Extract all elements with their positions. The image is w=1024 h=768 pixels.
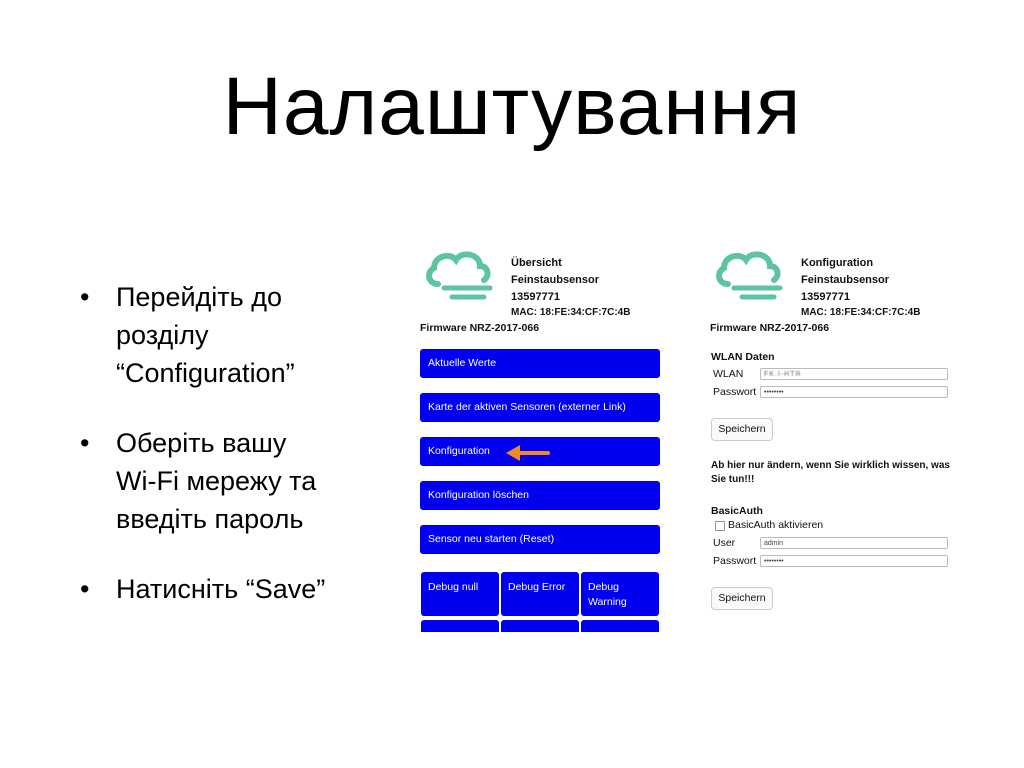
basicauth-heading: BasicAuth: [711, 505, 763, 517]
debug-null-button[interactable]: Debug null: [421, 572, 499, 616]
save-button[interactable]: Speichern: [711, 418, 773, 441]
debug-warning-button[interactable]: Debug Warning: [581, 572, 659, 616]
save-button-2[interactable]: Speichern: [711, 587, 773, 610]
warning-text: Ab hier nur ändern, wenn Sie wirklich wissen, was Sie tun!!!: [711, 460, 950, 485]
debug-button-row2[interactable]: [421, 620, 499, 632]
basicauth-checkbox-label: BasicAuth aktivieren: [728, 519, 824, 531]
wlan-input[interactable]: FK.I-HTR: [760, 368, 948, 380]
sensor-map-button[interactable]: Karte der aktiven Sensoren (externer Link): [420, 393, 660, 422]
password-input[interactable]: ••••••••: [760, 386, 948, 398]
overview-screenshot: [418, 240, 666, 632]
configuration-button[interactable]: Konfiguration: [420, 437, 660, 466]
user-label: User: [713, 537, 736, 549]
delete-configuration-button[interactable]: Konfiguration löschen: [420, 481, 660, 510]
debug-button-row2[interactable]: [501, 620, 579, 632]
configuration-screenshot: [708, 240, 958, 620]
password2-input[interactable]: ••••••••: [760, 555, 948, 567]
wlan-heading: WLAN Daten: [711, 351, 775, 363]
debug-button-row2[interactable]: [581, 620, 659, 632]
user-input[interactable]: admin: [760, 537, 948, 549]
bullet-item: • Натисніть “Save”: [80, 570, 380, 608]
wlan-label: WLAN: [713, 368, 744, 380]
basicauth-checkbox[interactable]: [715, 521, 725, 531]
cloud-wind-logo-icon: [714, 244, 786, 302]
current-values-button[interactable]: Aktuelle Werte: [420, 349, 660, 378]
sensor-info: Übersicht Feinstaubsensor 13597771 MAC: 18:FE:34:CF:7C:4B: [511, 257, 631, 318]
arrow-left-icon: [506, 445, 550, 461]
password-label: Passwort: [713, 386, 757, 398]
cloud-wind-logo-icon: [424, 244, 496, 302]
sensor-info: Konfiguration Feinstaubsensor 13597771 MAC: 18:FE:34:CF:7C:4B: [801, 257, 921, 318]
restart-sensor-button[interactable]: Sensor neu starten (Reset): [420, 525, 660, 554]
bullet-list: [80, 278, 380, 640]
bullet-item: • Перейдіть до розділу “Configuration”: [80, 278, 380, 392]
firmware-label: Firmware NRZ-2017-066: [420, 322, 540, 334]
firmware-label: Firmware NRZ-2017-066: [710, 322, 830, 334]
slide-title: Налаштування: [222, 61, 802, 152]
bullet-item: • Оберіть вашу Wi-Fi мережу та введіть пароль: [80, 424, 380, 538]
password2-label: Passwort: [713, 555, 757, 567]
debug-error-button[interactable]: Debug Error: [501, 572, 579, 616]
